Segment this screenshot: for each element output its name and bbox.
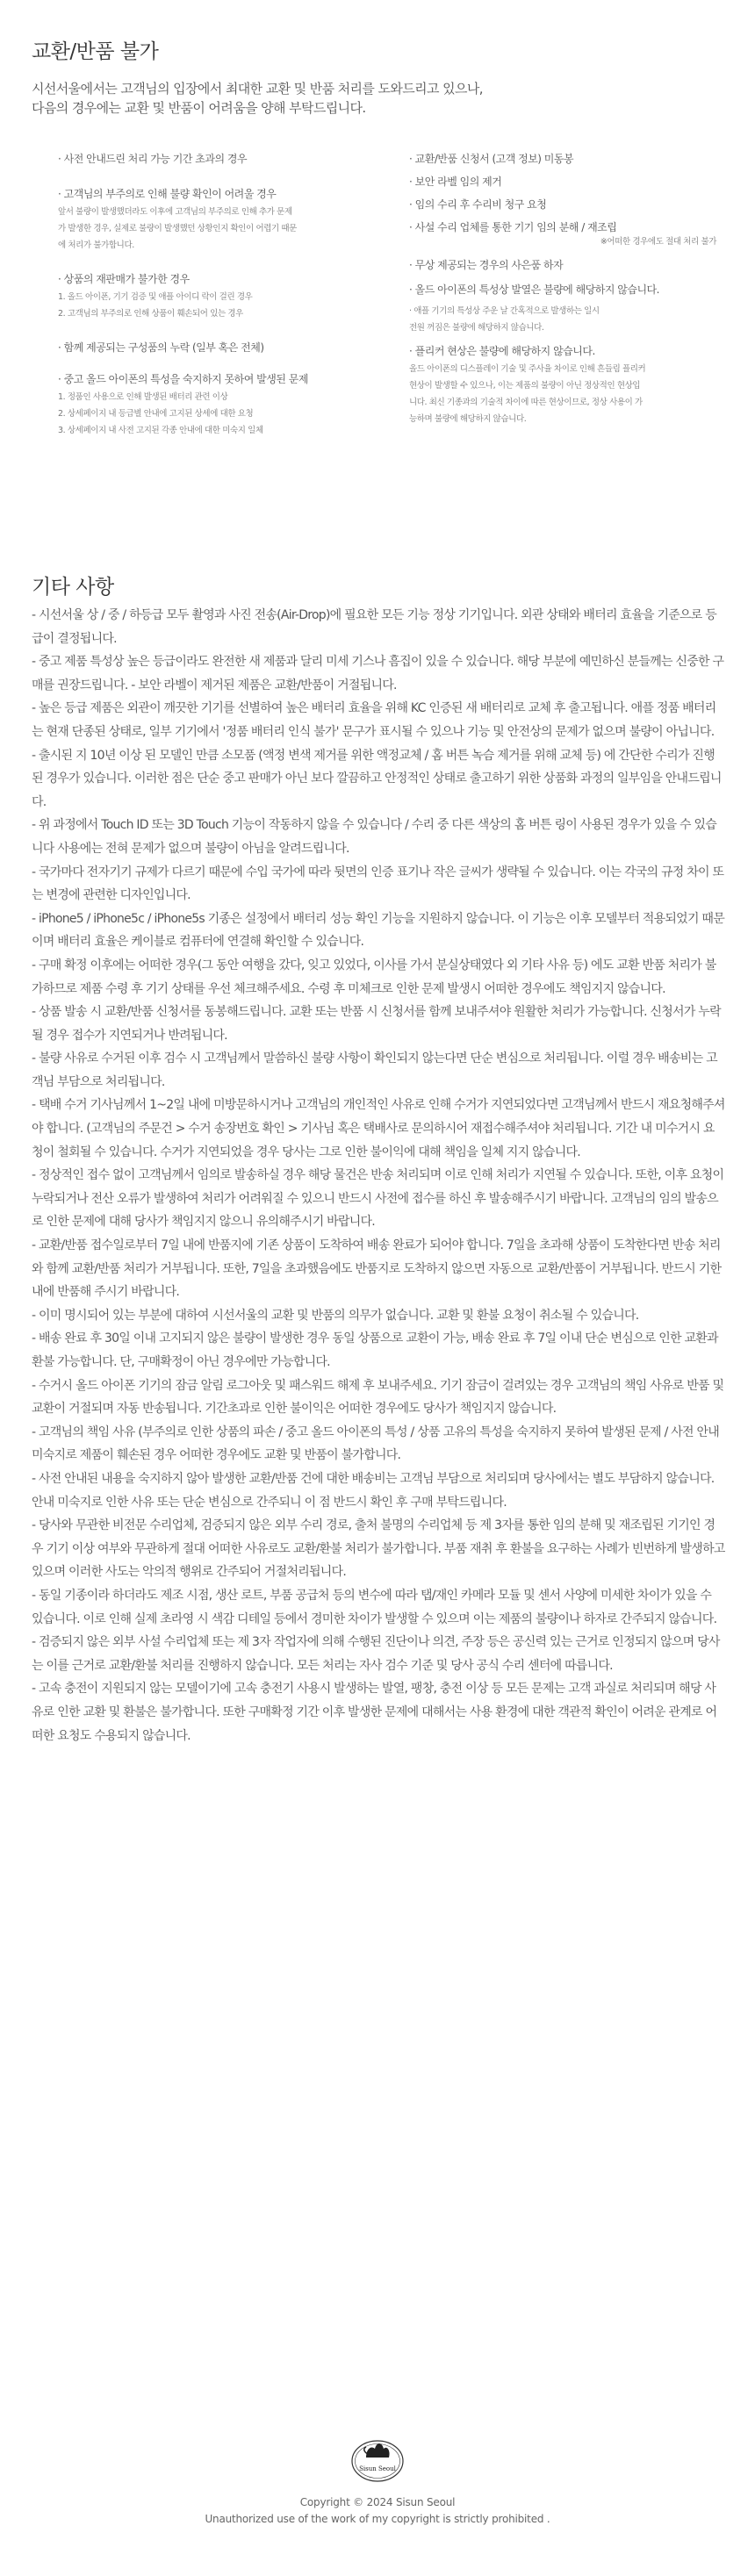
restriction-item-detail: · 애플 기기의 특성상 주운 날 간혹적으로 발생하는 일시 (409, 306, 600, 316)
note-item: - 출시된 지 10년 이상 된 모델인 만큼 소모품 (액정 변색 제거를 위한 액정교체 / 홈 버튼 녹슴 제거를 위해 교체 등) 에 간단한 수리가 진행된 경우가 있습니다. 이러한 점은 단순 중고 판매가 아닌 보다 깔끔하고 안정적인 상태로 출고하기 위한 상품화 과정의 일부임을 안내드립니다. (32, 748, 722, 809)
note-item: - 사전 안내된 내용을 숙지하지 않아 발생한 교환/반품 건에 대한 배송비는 고객님 부담으로 처리되며 당사에서는 별도 부담하지 않습니다. 안내 미숙지로 인한 사유 또는 단순 변심으로 간주되니 이 점 반드시 확인 후 구매 부탁드립니다. (32, 1471, 715, 1510)
note-item: - 정상적인 접수 없이 고객님께서 임의로 발송하실 경우 해당 물건은 반송 처리되며 이로 인해 처리가 지연될 수 있습니다. 또한, 이후 요청이 누락되거나 전산 오류가 발생하여 처리가 어려워질 수 있으니 반드시 사전에 접수를 하신 후 발송해주시기 바랍니다. 고객님의 임의 발송으로 인한 문제에 대해 당사가 책임지지 않으니 유의해주시기 바랍니다. (32, 1168, 724, 1230)
restriction-item (409, 343, 725, 426)
restriction-column-right (409, 151, 725, 426)
note-item: - 높은 등급 제품은 외관이 깨끗한 기기를 선별하여 높은 배터리 효율을 위해 KC 인증된 새 배터리로 교체 후 출고됩니다. 애플 정품 배터리는 현재 단종된 상태로, 일부 기기에서 '정품 배터리 인식 불가' 문구가 표시될 수 있으나 기능 및 안전상의 문제가 없으며 불량이 아닙니다. (32, 701, 716, 739)
note-item: - 당사와 무관한 비전문 수리업체, 검증되지 않은 외부 수리 경로, 출처 불명의 수리업체 등 제 3자를 통한 임의 분해 및 재조립된 기기인 경우 기기 이상 여부와 무관하게 절대 어떠한 사유로도 교환/환불 처리가 불가합니다. 부품 재취 후 환불을 요구하는 사례가 빈번하게 발생하고 있으며 이러한 사도는 악의적 행위로 간주되어 거절처리됩니다. (32, 1518, 725, 1580)
note-item: - 위 과정에서 Touch ID 또는 3D Touch 기능이 작동하지 않을 수 있습니다 / 수리 중 다른 색상의 홈 버튼 링이 사용된 경우가 있을 수 있습니다 사용에는 전혀 문제가 없으며 불량이 아님을 알려드립니다. (32, 818, 717, 856)
copyright-text: Copyright © 2024 Sisun Seoul (299, 2496, 456, 2508)
restriction-item (58, 371, 374, 437)
restriction-item-heading: · 임의 수리 후 수리비 청구 요청 (409, 198, 547, 211)
notes-list (32, 604, 725, 1747)
restriction-item-detail: 2. 고객님의 부주의로 인해 상품이 훼손되어 있는 경우 (58, 309, 243, 319)
restriction-item-detail: 3. 상세페이지 내 사전 고지된 각종 안내에 대한 미숙지 일체 (58, 426, 263, 435)
restriction-item-heading: · 무상 제공되는 경우의 사은품 하자 (409, 259, 564, 271)
note-item: - 고객님의 책임 사유 (부주의로 인한 상품의 파손 / 중고 올드 아이폰의 특성 / 상품 고유의 특성을 숙지하지 못하여 발생된 문제 / 사전 안내 미숙지로 제품이 훼손된 경우 어떠한 경우에도 교환 및 반품이 불가합니다. (32, 1424, 720, 1463)
note-item: - 수거시 올드 아이폰 기기의 잠금 알림 로그아웃 및 패스워드 해제 후 보내주세요. 기기 잠금이 걸려있는 경우 고객님의 책임 사유로 반품 및 교환이 거절되며 자동 반송됩니다. 기간초과로 인한 불이익은 어떠한 경우에도 당사가 책임지지 않습니다. (32, 1378, 724, 1417)
restriction-item (409, 305, 725, 334)
restriction-item (409, 174, 725, 190)
note-item: - 이미 명시되어 있는 부분에 대하여 시선서울의 교환 및 반품의 의무가 없습니다. 교환 및 환불 요청이 취소될 수 있습니다. (32, 1308, 639, 1323)
note-item: - 교환/반품 접수일로부터 7일 내에 반품지에 기존 상품이 도착하여 배송 완료가 되어야 합니다. 7일을 초과해 상품이 도착한다면 반송 처리와 함께 교환/반품 처리가 거부됩니다. 또한, 7일을 초과했음에도 반품지로 도착하지 않으면 자동으로 교환/반품이 거부됩니다. 반드시 기한 내에 반품해 주시기 바랍니다. (32, 1238, 722, 1300)
restriction-item-detail: 능하며 불량에 해당하지 않습니다. (409, 414, 527, 424)
restriction-item-detail: 1. 올드 아이폰, 기기 검증 및 애플 아이디 락이 걸린 경우 (58, 292, 253, 302)
section-title-exchange-return: 교환/반품 불가 (32, 40, 159, 63)
copyright-notice: Unauthorized use of the work of my copyright is strictly prohibited . (205, 2513, 550, 2525)
note-item: - 중고 제품 특성상 높은 등급이라도 완전한 새 제품과 달리 미세 기스나 흠집이 있을 수 있습니다. 해당 부분에 예민하신 분들께는 신중한 구매를 권장드립니다. - 보안 라벨이 제거된 제품은 교환/반품이 거절됩니다. (32, 655, 724, 692)
note-item: - 검증되지 않은 외부 사설 수리업체 또는 제 3자 작업자에 의해 수행된 진단이나 의견, 주장 등은 공신력 있는 근거로 인정되지 않으며 당사는 이를 근거로 교환/환불 처리를 진행하지 않습니다. 모든 처리는 자사 검수 기준 및 당사 공식 수리 센터에 따릅니다. (32, 1635, 720, 1673)
restriction-item-heading: · 함께 제공되는 구성품의 누락 (일부 혹은 전체) (58, 341, 264, 354)
restriction-item-detail: 전원 꺼짐은 불량에 해당하지 않습니다. (409, 323, 544, 333)
note-item: - 고속 충전이 지원되지 않는 모델이기에 고속 충전기 사용시 발생하는 발열, 팽창, 충전 이상 등 모든 문제는 고객 과실로 처리되며 해당 사유로 인한 교환 및 환불은 불가합니다. 또한 구매확정 기간 이후 발생한 문제에 대해서는 사용 환경에 대한 객관적 확인이 어려운 관계로 어떠한 요청도 수용되지 않습니다. (32, 1682, 717, 1743)
note-item: - iPhone5 / iPhone5c / iPhone5s 기종은 설정에서 배터리 성능 확인 기능을 지원하지 않습니다. 이 기능은 이후 모델부터 적용되었기 때문이며 배터리 효율은 케이블로 컴퓨터에 연결해 확인할 수 있습니다. (32, 911, 724, 950)
restriction-item (409, 257, 725, 298)
restriction-item-detail: ※어떠한 경우에도 절대 처리 불가 (600, 237, 716, 247)
section-intro (32, 79, 716, 118)
note-item: - 시선서울 상 / 중 / 하등급 모두 촬영과 사진 전송(Air-Drop)에 필요한 모든 기능 정상 기기입니다. 외관 상태와 배터리 효율을 기준으로 등급이 결정됩니다. (32, 608, 717, 646)
restriction-item-heading: · 보안 라벨 임의 제거 (409, 176, 502, 188)
restriction-item-detail: 니다. 최신 기종과의 기술적 차이에 따른 현상이므로, 정상 사용이 가 (409, 398, 643, 407)
restriction-item-heading: · 상품의 재판매가 불가한 경우 (58, 273, 190, 285)
restriction-item (409, 219, 725, 248)
brand-logo (350, 2431, 405, 2484)
note-item: - 국가마다 전자기기 규제가 다르기 때문에 수입 국가에 따라 뒷면의 인증 표기나 작은 글씨가 생략될 수 있습니다. 이는 각국의 규정 차이 또는 변경에 관련한 디자인입니다. (32, 865, 724, 903)
restriction-item (409, 151, 725, 167)
section-title-other-notes: 기타 사항 (32, 576, 114, 599)
note-item: - 동일 기종이라 하더라도 제조 시점, 생산 로트, 부품 공급처 등의 변수에 따라 탭/재인 카메라 모듈 및 센서 사양에 미세한 차이가 있을 수 있습니다. 이로 인해 실제 초라영 시 색감 디테일 등에서 경미한 차이가 발생할 수 있으며 이는 제품의 불량이나 하자로 간주되지 않습니다. (32, 1588, 717, 1626)
restriction-item-detail: 앞서 불량이 발생했더라도 이후에 고객님의 부주의로 인해 추가 문제 (58, 207, 292, 217)
note-item: - 구매 확정 이후에는 어떠한 경우(그 동안 여행을 갔다, 잊고 있었다, 이사를 가서 분실상태였다 외 기타 사유 등) 에도 교환 반품 처리가 불가하므로 제품 수령 후 기기 상태를 우선 체크해주세요. 수령 후 미체크로 인한 문제 발생시 어떠한 경우에도 책임지지 않습니다. (32, 958, 716, 996)
restriction-item-detail: 1. 정품인 사용으로 인해 발생된 배터리 관련 이상 (58, 392, 228, 402)
restriction-item-detail: · 올드 아이폰의 특성상 발열은 불량에 해당하지 않습니다. (409, 283, 659, 296)
restriction-item-heading: · 고객님의 부주의로 인해 불량 확인이 어려울 경우 (58, 188, 277, 200)
restriction-item-heading: · 사설 수리 업체를 통한 기기 임의 분해 / 재조립 (409, 221, 617, 233)
logo-text: Sisun Seoul (359, 2465, 396, 2472)
restriction-item-heading: · 플리커 현상은 불량에 해당하지 않습니다. (409, 345, 595, 357)
note-item: - 상품 발송 시 교환/반품 신청서를 동봉해드립니다. 교환 또는 반품 시 신청서를 함께 보내주셔야 원활한 처리가 가능합니다. 신청서가 누락될 경우 접수가 지연되거나 반려됩니다. (32, 1005, 721, 1043)
restriction-item-detail: 2. 상세페이지 내 등급별 안내에 고지된 상세에 대한 요청 (58, 409, 254, 419)
intro-line: 다음의 경우에는 교환 및 반품이 어려움을 양해 부탁드립니다. (32, 100, 366, 116)
restriction-item (58, 186, 374, 252)
restriction-item (58, 151, 374, 167)
restriction-item (409, 197, 725, 212)
note-item: - 택배 수거 기사님께서 1~2일 내에 미방문하시거나 고객님의 개인적인 사유로 인해 수거가 지연되었다면 고객님께서 반드시 재요청해주셔야 합니다. (고객님의 주문건 > 수거 송장번호 확인 > 기사님 혹은 택배사로 문의하시어 재접수해주셔야 처리됩니다. 기간 내 미수거시 요청이 철회될 수 있습니다. 수거가 지연되었을 경우 당사는 그로 인한 불이익에 대해 책임을 일체 지지 않습니다. (32, 1098, 725, 1159)
restriction-item (58, 340, 374, 355)
restriction-item-heading: · 중고 올드 아이폰의 특성을 숙지하지 못하여 발생된 문제 (58, 373, 308, 385)
intro-line: 시선서울에서는 고객님의 입장에서 최대한 교환 및 반품 처리를 도와드리고 있으나, (32, 81, 483, 97)
restriction-item-detail: 가 발생한 경우, 실제로 불량이 발생했던 상황인지 확인이 어렵기 때문 (58, 224, 297, 233)
note-item: - 배송 완료 후 30일 이내 고지되지 않은 불량이 발생한 경우 동일 상품으로 교환이 가능, 배송 완료 후 7일 이내 단순 변심으로 인한 교환과 환불 가능합니다. 단, 구매확정이 아닌 경우에만 가능합니다. (32, 1331, 718, 1369)
footer (0, 2431, 755, 2528)
restriction-item-detail: 에 처리가 불가합니다. (58, 240, 134, 250)
restriction-item (58, 271, 374, 320)
restriction-column-left (58, 151, 374, 437)
restriction-item-heading: · 교환/반품 신청서 (고객 정보) 미동봉 (409, 153, 574, 165)
note-item: - 불량 사유로 수거된 이후 검수 시 고객님께서 말씀하신 불량 사항이 확인되지 않는다면 단순 변심으로 처리됩니다. 이럴 경우 배송비는 고객님 부담으로 처리됩니다. (32, 1051, 717, 1089)
restriction-item-detail: 현상이 발생할 수 있으나, 이는 제품의 불량이 아닌 정상적인 현상입 (409, 381, 641, 391)
restriction-item-heading: · 사전 안내드린 처리 가능 기간 초과의 경우 (58, 153, 248, 165)
restriction-item-detail: 올드 아이폰의 디스플레이 기술 및 주사율 차이로 인해 흔들림 플리커 (409, 364, 646, 374)
